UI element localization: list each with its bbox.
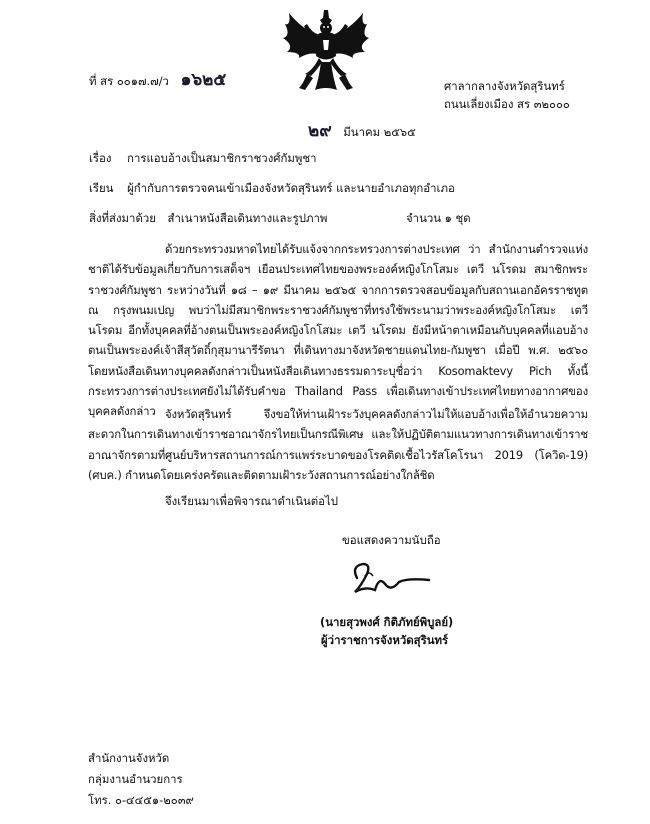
date-line <box>308 121 416 141</box>
signatory-name: (นายสุวพงศ์ กิติภัทย์พิบูลย์) <box>320 615 454 629</box>
footer-phone: โทร. ๐-๔๔๕๑-๒๐๓๙ <box>88 793 194 807</box>
subject-line <box>89 152 317 166</box>
subject-label: เรื่อง <box>89 151 112 165</box>
body-paragraph-3 <box>88 491 588 511</box>
date-month-year: มีนาคม ๒๕๖๕ <box>343 125 416 139</box>
addressee-line <box>89 182 455 196</box>
enclosure-line <box>89 212 327 226</box>
addressee-text: ผู้กำกับการตรวจคนเข้าเมืองจังหวัดสุรินทร์ และนายอำเภอทุกอำเภอ <box>127 181 455 195</box>
reference-label: ที่ สร ๐๐๑๗.๗/ว <box>89 74 169 88</box>
handwritten-signature <box>345 556 435 604</box>
office-address: ถนนเลี่ยงเมือง สร ๓๒๐๐๐ <box>444 97 570 111</box>
issuing-office: ศาลากลางจังหวัดสุรินทร์ <box>444 79 565 93</box>
enclosure-text: สำเนาหนังสือเดินทางและรูปภาพ <box>167 211 328 225</box>
body-paragraph-1-text: ด้วยกระทรวงมหาดไทยได้รับแจ้งจากกระทรวงการต่างประเทศ ว่า สำนักงานตำรวจแห่งชาติได้รับข้อมูลเกี่ยวกับการเสด็จฯ เยือนประเทศไทยของพระองค์หญิงโกโสมะ เตวี นโรดม สมาชิกพระราชวงศ์กัมพูชา ระหว่างวันที่ ๑๘ – ๑๙ มีนาคม ๒๕๖๕ จากการตรวจสอบข้อมูลกับสถานเอกอัครราชทูต ณ กรุงพนมเปญ พบว่าไม่มีสมาชิกพระราชวงศ์กัมพูชาที่ทรงใช้พระนามว่าพระองค์หญิงโกโสมะ เตวี นโรดม อีกทั้งบุคคลที่อ้างตนเป็นพระองค์หญิงโกโสมะ เตวี นโรดม ยังมีหน้าตาเหมือนกับบุคคลที่แอบอ้างตนเป็นพระองค์เจ้าสีสุวัตถิ์กุสุมานารีรัตนา ที่เดินทางมาจังหวัดชายแดนไทย-กัมพูชา เมื่อปี พ.ศ. ๒๕๖๐ โดยหนังสือเดินทางบุคคลดังกล่าวเป็นหนังสือเดินทางธรรมดาระบุชื่อว่า Kosomaktevy Pich ทั้งนี้ กระทรวงการต่างประเทศยังไม่ได้รับคำขอ Thailand Pass เพื่อเดินทางเข้าประเทศไทยทางอากาศของบุคคลดังกล่าว <box>88 242 588 419</box>
body-paragraph-1 <box>88 239 588 422</box>
reference-number-line <box>89 70 226 90</box>
enclosure-count: จำนวน ๑ ชุด <box>406 211 471 225</box>
footer-unit: กลุ่มงานอำนวยการ <box>88 772 183 786</box>
garuda-emblem <box>277 8 375 100</box>
footer-office: สำนักงานจังหวัด <box>88 751 170 765</box>
subject-text: การแอบอ้างเป็นสมาชิกราชวงศ์กัมพูชา <box>127 151 317 165</box>
date-day-handwritten: ๒๙ <box>308 121 332 141</box>
addressee-label: เรียน <box>89 181 114 195</box>
reference-number-handwritten: ๑๖๒๕ <box>180 70 227 90</box>
enclosure-label: สิ่งที่ส่งมาด้วย <box>89 211 156 225</box>
closing-phrase: ขอแสดงความนับถือ <box>342 533 441 547</box>
body-paragraph-2-text: จังหวัดสุรินทร์ จึงขอให้ท่านเฝ้าระวังบุคคลดังกล่าวไม่ให้แอบอ้างเพื่อให้อำนวยความสะดวกในการเดินทางเข้าราชอาณาจักรไทยเป็นกรณีพิเศษ และให้ปฏิบัติตามแนวทางการเดินทางเข้าราชอาณาจักรตามที่ศูนย์บริหารสถานการณ์การแพร่ระบาดของโรคติดเชื้อไวรัสโคโรนา 2019 (โควิด-19) (ศบค.) กำหนดโดยเคร่งครัดและติดตามเฝ้าระวังสถานการณ์อย่างใกล้ชิด <box>88 407 588 482</box>
body-paragraph-2 <box>88 404 588 485</box>
body-paragraph-3-text: จึงเรียนมาเพื่อพิจารณาดำเนินต่อไป <box>165 494 338 508</box>
signatory-position: ผู้ว่าราชการจังหวัดสุรินทร์ <box>321 633 449 647</box>
